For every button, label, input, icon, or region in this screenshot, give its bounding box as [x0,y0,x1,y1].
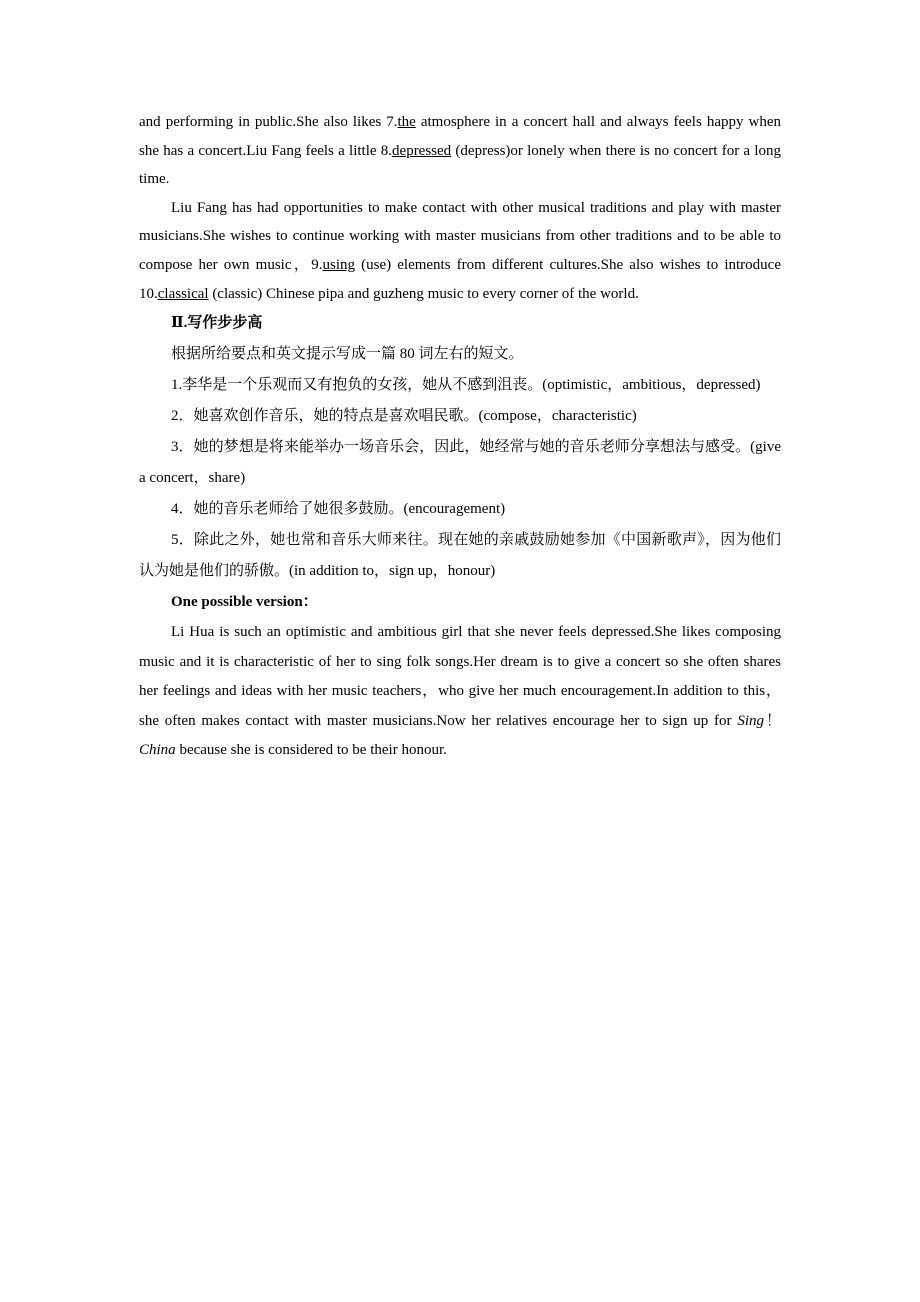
writing-point: 5．除此之外，她也常和音乐大师来往。现在她的亲戚鼓励她参加《中国新歌声》，因为他们认为她是他们的骄傲。(in addition to，sign up，honour) [139,532,781,580]
sample-essay [139,618,781,766]
writing-point: 2．她喜欢创作音乐，她的特点是喜欢唱民歌。(compose，characteristic) [171,408,637,425]
essay-text: because she is considered to be their honour. [175,742,447,759]
passage-text: (use) elements from different cultures.She also wishes to introduce 10. [139,256,781,302]
answer-blank-9: using [322,256,356,273]
passage-text: atmosphere in a concert hall and always feels happy when she has a concert.Liu Fang feels a little 8. [139,114,781,159]
answer-blank-8: depressed [392,142,452,159]
passage-text: Liu Fang has had opportunities to make contact with other musical traditions and play with master musicians.She wishes to continue working with master musicians from other traditions and to be able to compose her own music，9. [139,199,781,273]
passage-text: and performing in public.She also likes 7. [139,114,398,130]
writing-point: 4．她的音乐老师给了她很多鼓励。(encouragement) [171,501,506,518]
passage-paragraph-2 [139,194,781,308]
essay-title-sing: Sing [737,712,764,729]
answer-blank-10: classical [157,285,209,302]
passage-text: (classic) Chinese pipa and guzheng music to every corner of the world. [208,285,639,302]
writing-point: 3．她的梦想是将来能举办一场音乐会，因此，她经常与她的音乐老师分享想法与感受。(give a concert，share) [139,439,781,487]
document-page [139,108,781,766]
writing-point: 1.李华是一个乐观而又有抱负的女孩，她从不感到沮丧。(optimistic，ambitious，depressed) [171,377,761,394]
essay-text: Li Hua is such an optimistic and ambitious girl that she never feels depressed.She likes composing music and it is characteristic of her to sing folk songs.Her dream is to give a concert so she often shares her feelings and ideas with her music teachers，who give her much encouragement.In addition to this，she often makes contact with master musicians.Now her relatives encourage her to sign up for [139,624,781,729]
version-title: One possible version： [171,594,318,611]
passage-text: (depress)or lonely when there is no concert for a long time. [139,142,781,188]
answer-blank-7: the [397,114,416,130]
writing-instruction: 根据所给要点和英文提示写成一篇 80 词左右的短文。 [171,346,524,363]
essay-title-china: China [139,742,176,759]
passage-paragraph-1 [139,108,781,194]
section-title: Ⅱ.写作步步高 [171,315,263,332]
essay-separator: ！ [763,712,781,729]
